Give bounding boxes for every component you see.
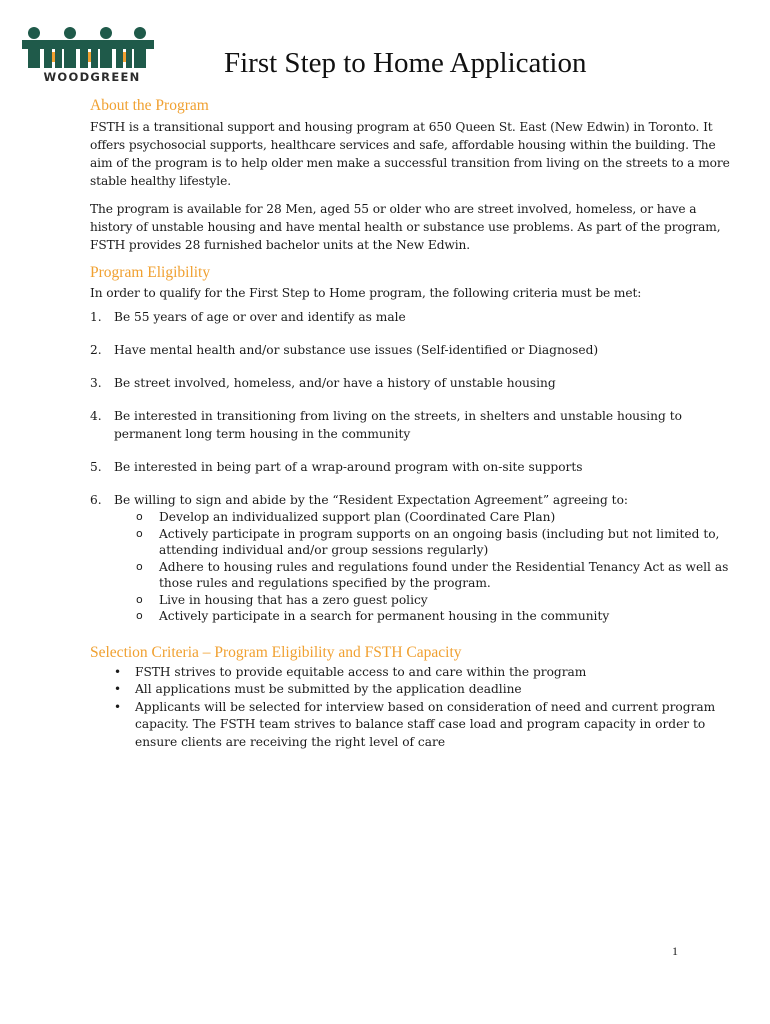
circle-bullet-icon: o (136, 592, 143, 606)
section-heading-eligibility: Program Eligibility (90, 264, 211, 281)
section-heading-about: About the Program (90, 97, 209, 114)
criteria-item (90, 308, 730, 326)
agreement-subitem-text: Adhere to housing rules and regulations found under the Residential Tenancy Act as well as those rules and regulations specified by the program. (159, 559, 729, 590)
circle-bullet-icon: o (136, 510, 143, 523)
criteria-number: 2. (90, 343, 102, 357)
circle-bullet-icon: o (136, 526, 143, 540)
selection-item-text: Applicants will be selected for interview based on consideration of need and current program capacity. The FSTH team strives to balance staff case load and program capacity in order to ensure clients are receiving the right level of care (135, 699, 716, 749)
agreement-subitem-text: Develop an individualized support plan (Coordinated Care Plan) (159, 510, 556, 524)
agreement-subitem-text: Actively participate in a search for permanent housing in the community (159, 609, 610, 623)
document-body (90, 96, 730, 751)
criteria-item (90, 458, 730, 476)
agreement-subitem (114, 592, 730, 609)
criteria-text: Be 55 years of age or over and identify as male (114, 310, 406, 324)
agreement-subitem (114, 526, 730, 559)
criteria-item (90, 491, 730, 625)
selection-item (90, 699, 730, 752)
criteria-text: Be interested in transitioning from living on the streets, in shelters and unstable housing to permanent long term housing in the community (114, 409, 682, 441)
section-heading-selection: Selection Criteria – Program Eligibility and FSTH Capacity (90, 643, 462, 661)
page-title: First Step to Home Application (224, 47, 587, 79)
logo-wordmark: WOODGREEN (43, 70, 141, 84)
about-paragraph: FSTH is a transitional support and housing program at 650 Queen St. East (New Edwin) in Toronto. It offers psychosocial supports, healthcare services and safe, affordable housing within the building. The aim of the program is to help older men make a successful transition from living on the streets to a more stable healthy lifestyle. (90, 120, 730, 188)
agreement-subitem (114, 559, 730, 592)
criteria-number: 3. (90, 376, 102, 390)
agreement-sublist (114, 509, 730, 625)
criteria-number: 5. (90, 460, 102, 474)
page-number: 1 (672, 944, 678, 958)
circle-bullet-icon: o (136, 559, 143, 573)
bullet-icon: • (114, 682, 122, 696)
woodgreen-logo (22, 24, 154, 86)
criteria-number: 4. (90, 409, 102, 423)
criteria-text: Be willing to sign and abide by the “Resident Expectation Agreement” agreeing to: (114, 493, 629, 507)
eligibility-criteria-list (90, 308, 730, 625)
criteria-item (90, 407, 730, 443)
criteria-item (90, 374, 730, 392)
people-figures-icon (22, 24, 154, 70)
criteria-number: 6. (90, 493, 102, 507)
criteria-text: Be street involved, homeless, and/or have a history of unstable housing (114, 376, 556, 390)
selection-item-text: All applications must be submitted by the application deadline (135, 682, 522, 696)
criteria-text: Be interested in being part of a wrap-around program with on-site supports (114, 460, 583, 474)
eligibility-intro: In order to qualify for the First Step to Home program, the following criteria must be met: (90, 286, 642, 300)
circle-bullet-icon: o (136, 609, 143, 622)
agreement-subitem-text: Actively participate in program supports on an ongoing basis (including but not limited to, attending individual and/or group sessions regularly) (159, 526, 720, 557)
agreement-subitem-text: Live in housing that has a zero guest policy (159, 592, 428, 607)
selection-criteria-list (90, 664, 730, 752)
agreement-subitem (114, 509, 730, 526)
about-paragraph: The program is available for 28 Men, aged 55 or older who are street involved, homeless, or have a history of unstable housing and have mental health or substance use problems. As part of the program, FSTH provides 28 furnished bachelor units at the New Edwin. (90, 202, 721, 252)
criteria-text: Have mental health and/or substance use issues (Self-identified or Diagnosed) (114, 343, 599, 357)
selection-item-text: FSTH strives to provide equitable access to and care within the program (135, 664, 587, 679)
criteria-number: 1. (90, 310, 102, 324)
criteria-item (90, 341, 730, 359)
selection-item (90, 681, 730, 699)
selection-item (90, 664, 730, 682)
agreement-subitem (114, 608, 730, 625)
bullet-icon: • (114, 664, 122, 679)
bullet-icon: • (114, 699, 122, 714)
